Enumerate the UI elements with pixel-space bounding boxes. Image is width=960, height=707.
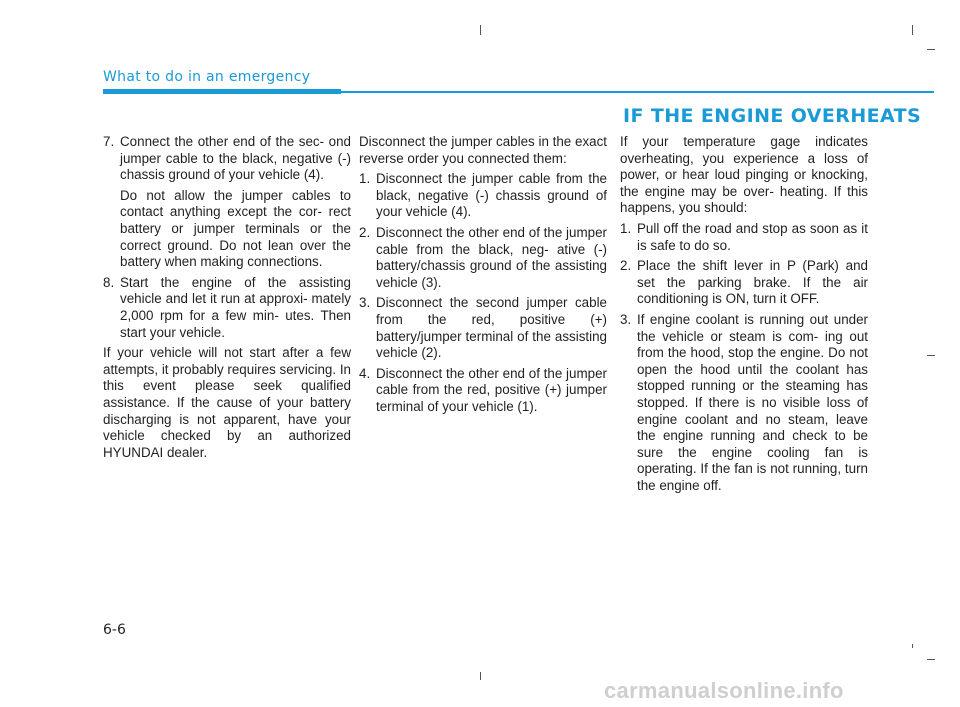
column-2 xyxy=(359,134,607,420)
header-rule-thin xyxy=(341,91,934,93)
list-item-text: Pull off the road and stop as soon as it is safe to do so. xyxy=(637,220,868,253)
list-item-text: If engine coolant is running out under the vehicle or steam is com- ing out from the hood, stop the engine. Do not open the hood until the coolant has stopped running or the steaming has stopped. If there is no visible loss of engine coolant and no steam, leave the engine running and check to be sure the engine cooling fan is operating. If the fan is not running, turn the engine off. xyxy=(637,311,868,493)
list-item-number: 3. xyxy=(620,311,632,327)
list-item-number: 1. xyxy=(359,171,371,187)
page-number: 6-6 xyxy=(103,622,126,638)
list-item xyxy=(620,312,868,495)
list-item-number: 2. xyxy=(359,224,371,240)
watermark: carmanualsonline.info xyxy=(604,678,844,703)
list-item-text: Disconnect the jumper cable from the black, negative (-) chassis ground of your vehicle (4). xyxy=(376,171,607,220)
header-rule-thick xyxy=(103,89,341,94)
list-item-number: 3. xyxy=(359,295,371,311)
list-item xyxy=(359,171,607,221)
list-item xyxy=(620,221,868,254)
column-3 xyxy=(620,134,868,498)
crop-mark xyxy=(480,25,481,35)
list-item-number: 1. xyxy=(620,220,632,236)
list-item xyxy=(103,275,351,341)
list-item xyxy=(359,225,607,291)
crop-mark xyxy=(927,355,935,356)
list-item-number: 2. xyxy=(620,258,632,274)
list-item-text: Connect the other end of the sec- ond jumper cable to the black, negative (-) chassis ground of your vehicle (4). xyxy=(120,134,351,183)
list-item-number: 4. xyxy=(359,365,371,381)
crop-mark xyxy=(927,49,935,50)
list-item xyxy=(359,366,607,416)
list-item xyxy=(103,134,351,271)
section-header: What to do in an emergency xyxy=(103,69,311,85)
column-1 xyxy=(103,134,351,465)
crop-mark xyxy=(912,644,913,648)
intro-paragraph: If your temperature gage indicates overheating, you experience a loss of power, or hear loud pinging or knocking, the engine may be over- heating. If this happens, you should: xyxy=(620,134,868,216)
list-item-text: Disconnect the other end of the jumper cable from the red, positive (+) jumper terminal of your vehicle (1). xyxy=(376,365,607,414)
connect-steps-list xyxy=(103,134,351,341)
list-item-note: Do not allow the jumper cables to contact anything except the cor- rect battery or jumper terminals or the correct ground. Do not lean over the battery when making connections. xyxy=(120,187,351,270)
list-item xyxy=(620,258,868,308)
section-title: IF THE ENGINE OVERHEATS xyxy=(623,105,922,127)
paragraph: If your vehicle will not start after a few attempts, it probably requires servicing. In this event please seek qualified assistance. If the cause of your battery discharging is not apparent, have your vehicle checked by an authorized HYUNDAI dealer. xyxy=(103,345,351,460)
intro-paragraph: Disconnect the jumper cables in the exact reverse order you connected them: xyxy=(359,134,607,166)
list-item-text: Start the engine of the assisting vehicle and let it run at approxi- mately 2,000 rpm for a few min- utes. Then start your vehicle. xyxy=(120,274,351,340)
list-item-text: Disconnect the second jumper cable from the red, positive (+) battery/jumper terminal of the assisting vehicle (2). xyxy=(376,295,607,361)
crop-mark xyxy=(912,25,913,35)
disconnect-steps-list xyxy=(359,171,607,415)
list-item xyxy=(359,295,607,361)
list-item-text: Disconnect the other end of the jumper cable from the black, neg- ative (-) battery/chassis ground of the assisting vehicle (3). xyxy=(376,224,607,290)
crop-mark xyxy=(927,659,935,660)
overheat-steps-list xyxy=(620,221,868,495)
crop-mark xyxy=(480,672,481,680)
list-item-number: 7. xyxy=(103,134,115,149)
list-item-number: 8. xyxy=(103,274,115,290)
list-item-text: Place the shift lever in P (Park) and set the parking brake. If the air conditioning is ON, turn it OFF. xyxy=(637,258,868,307)
